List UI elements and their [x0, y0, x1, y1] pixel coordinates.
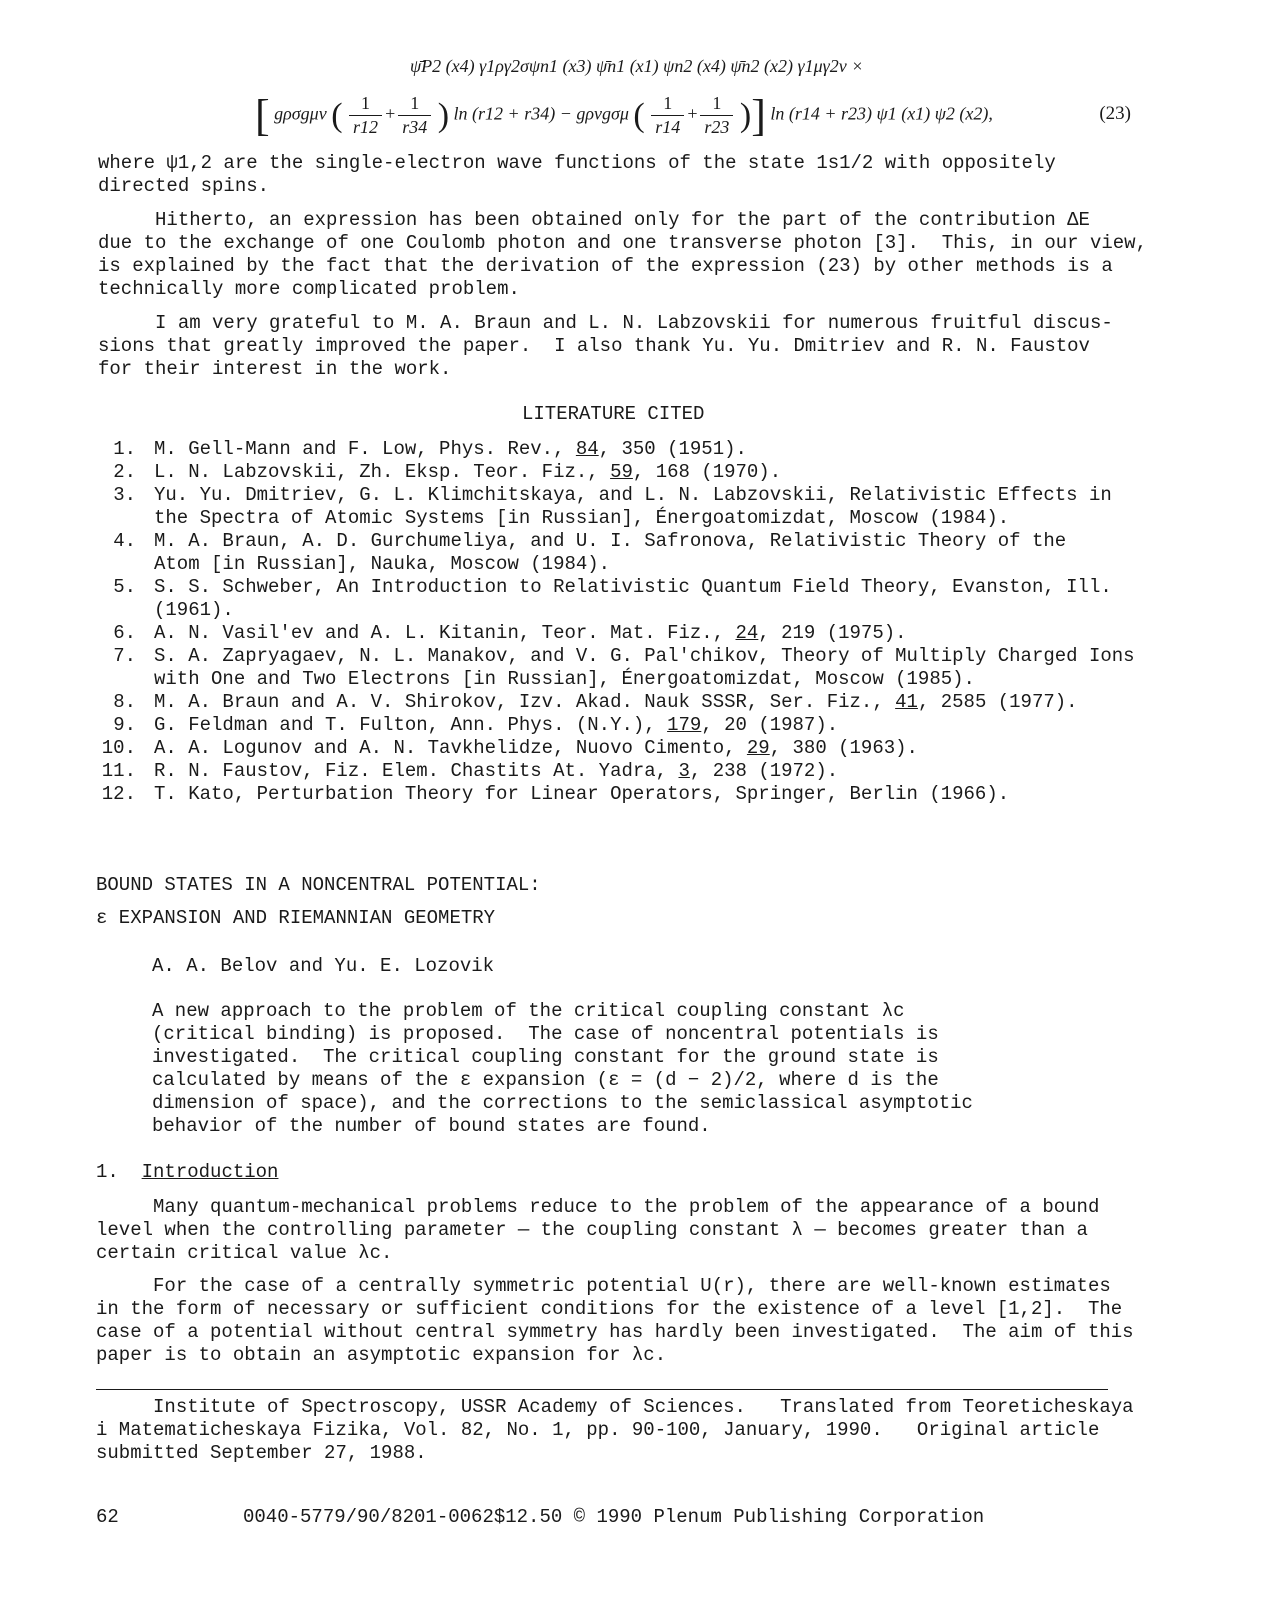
reference-item: 6. A. N. Vasil'ev and A. L. Kitanin, Teor. Mat. Fiz., 24, 219 (1975). [113, 622, 907, 644]
abstract-line: dimension of space), and the corrections to the semiclassical asymptotic [152, 1092, 973, 1114]
footnote-line: i Matematicheskaya Fizika, Vol. 82, No. 1, pp. 90-100, January, 1990. Original article [96, 1419, 1100, 1441]
paragraph-line: due to the exchange of one Coulomb photon and one transverse photon [3]. This, in our view, [98, 232, 1147, 254]
paragraph-line: is explained by the fact that the derivation of the expression (23) by other methods is a [98, 255, 1113, 277]
footnote-line: submitted September 27, 1988. [96, 1442, 427, 1464]
fraction-r23: $\frac{1}{r23}$ [700, 92, 733, 139]
equation-log-1: ln (r12 + r34) − gρνgσμ [453, 103, 629, 124]
article-authors: A. A. Belov and Yu. E. Lozovik [152, 955, 495, 977]
paragraph-line: technically more complicated problem. [98, 278, 520, 300]
reference-item: 10. A. A. Logunov and A. N. Tavkhelidze, Nuovo Cimento, 29, 380 (1963). [101, 737, 918, 759]
reference-item: 3. Yu. Yu. Dmitriev, G. L. Klimchitskaya, and L. N. Labzovskii, Relativistic Effects in [113, 484, 1112, 506]
equation-line-2: [ gρσgμν ( $\frac{1}{r12}$ + $\frac{1}{r34}$ ) ln (r12 + r34) − gρνgσμ ( $\frac{1}{r14}$ + $\frac{1}{r23}$ )] ln (r14 + r23) ψ1 (x1) ψ2 (x2), [255, 91, 993, 140]
intro-line: case of a potential without central symmetry has hardly been investigated. The aim of this [96, 1321, 1134, 1343]
reference-item: 8. M. A. Braun and A. V. Shirokov, Izv. Akad. Nauk SSSR, Ser. Fiz., 41, 2585 (1977). [113, 691, 1078, 713]
reference-item: 12. T. Kato, Perturbation Theory for Linear Operators, Springer, Berlin (1966). [101, 783, 1010, 805]
equation-log-2: ln (r14 + r23) ψ1 (x1) ψ2 (x2), [770, 103, 993, 124]
paragraph-line: Hitherto, an expression has been obtained only for the part of the contribution ΔE [98, 209, 1090, 231]
fraction-r14: $\frac{1}{r14}$ [651, 92, 684, 139]
reference-continuation: Atom [in Russian], Nauka, Moscow (1984). [154, 553, 611, 575]
abstract-line: calculated by means of the ε expansion (ε = (d − 2)/2, where d is the [152, 1069, 939, 1091]
reference-item: 5. S. S. Schweber, An Introduction to Relativistic Quantum Field Theory, Evanston, Ill. [113, 576, 1112, 598]
reference-item: 11. R. N. Faustov, Fiz. Elem. Chastits At. Yadra, 3, 238 (1972). [101, 760, 839, 782]
reference-continuation: the Spectra of Atomic Systems [in Russian], Énergoatomizdat, Moscow (1984). [154, 507, 1010, 529]
reference-continuation: (1961). [154, 599, 234, 621]
equation-term-1: gρσgμν [274, 103, 327, 124]
intro-line: For the case of a centrally symmetric potential U(r), there are well-known estimates [96, 1275, 1111, 1297]
section-number: 1. [96, 1161, 119, 1183]
intro-line: in the form of necessary or sufficient conditions for the existence of a level [1,2]. The [96, 1298, 1123, 1320]
reference-item: 7. S. A. Zapryagaev, N. L. Manakov, and V. G. Pal'chikov, Theory of Multiply Charged Ions [113, 645, 1135, 667]
where-line-2: directed spins. [98, 175, 270, 197]
acknowledgment-line: sions that greatly improved the paper. I also thank Yu. Yu. Dmitriev and R. N. Faustov [98, 335, 1090, 357]
footnote-line: Institute of Spectroscopy, USSR Academy of Sciences. Translated from Teoreticheskaya [96, 1396, 1134, 1418]
intro-line: paper is to obtain an asymptotic expansion for λc. [96, 1344, 667, 1366]
intro-line: Many quantum-mechanical problems reduce to the problem of the appearance of a bound [96, 1196, 1100, 1218]
abstract-line: A new approach to the problem of the critical coupling constant λc [152, 1000, 905, 1022]
abstract-line: behavior of the number of bound states are found. [152, 1115, 711, 1137]
abstract-line: (critical binding) is proposed. The case of noncentral potentials is [152, 1023, 939, 1045]
fraction-r12: $\frac{1}{r12}$ [349, 92, 382, 139]
footnote-divider [96, 1389, 1108, 1390]
publisher-line: 0040-5779/90/8201-0062$12.50 © 1990 Plenum Publishing Corporation [243, 1506, 985, 1528]
reference-item: 1. M. Gell-Mann and F. Low, Phys. Rev., 84, 350 (1951). [113, 438, 747, 460]
page-number: 62 [96, 1506, 119, 1528]
intro-line: level when the controlling parameter — the coupling constant λ — becomes greater than a [96, 1219, 1088, 1241]
acknowledgment-line: for their interest in the work. [98, 358, 452, 380]
reference-item: 2. L. N. Labzovskii, Zh. Eksp. Teor. Fiz., 59, 168 (1970). [113, 461, 782, 483]
equation-line-1: ψ̄P2 (x4) γ1ργ2σψn1 (x3) ψ̄n1 (x1) ψn2 (x4) ψ̄n2 (x2) γ1μγ2ν × [410, 56, 864, 76]
section-heading [96, 1161, 278, 1184]
reference-continuation: with One and Two Electrons [in Russian], Énergoatomizdat, Moscow (1985). [154, 668, 975, 690]
fraction-r34: $\frac{1}{r34}$ [398, 92, 431, 139]
equation-number: (23) [1099, 103, 1131, 124]
intro-line: certain critical value λc. [96, 1242, 393, 1264]
article-title-line-2: ε EXPANSION AND RIEMANNIAN GEOMETRY [96, 907, 496, 929]
literature-heading: LITERATURE CITED [522, 403, 705, 425]
article-title-line-1: BOUND STATES IN A NONCENTRAL POTENTIAL: [96, 874, 541, 896]
acknowledgment-line: I am very grateful to M. A. Braun and L. N. Labzovskii for numerous fruitful discus- [98, 312, 1113, 334]
reference-item: 4. M. A. Braun, A. D. Gurchumeliya, and U. I. Safronova, Relativistic Theory of the [113, 530, 1067, 552]
abstract-line: investigated. The critical coupling constant for the ground state is [152, 1046, 939, 1068]
section-title: Introduction [141, 1161, 279, 1183]
where-line-1: where ψ1,2 are the single-electron wave functions of the state 1s1/2 with oppositely [98, 152, 1056, 174]
reference-item: 9. G. Feldman and T. Fulton, Ann. Phys. (N.Y.), 179, 20 (1987). [113, 714, 839, 736]
